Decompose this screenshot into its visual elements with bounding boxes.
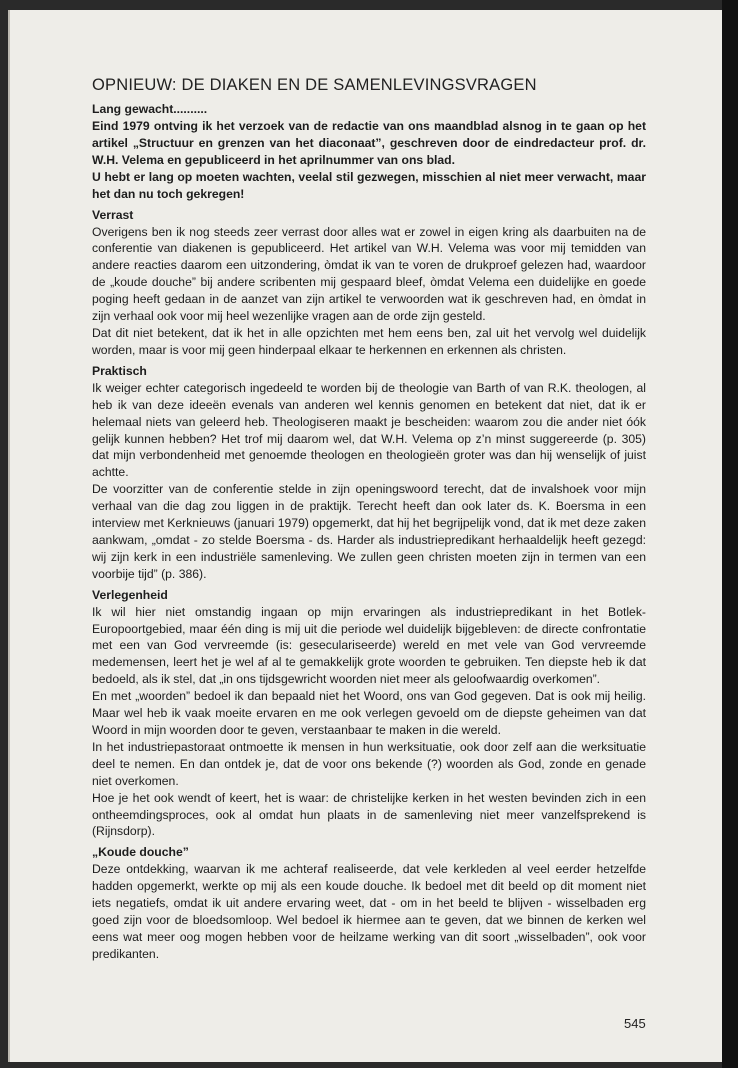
paragraph: Ik wil hier niet omstandig ingaan op mijn ervaringen als industriepredikant in het Botlek-Europoortgebied, maar één ding is mij uit die periode wel duidelijk bijgebleven: de directe confrontatie met een van God vervreemde (is: geseculariseerde) wereld en met vele van God vervreemde medemensen, leert het je wel af al te gemakkelijk grote woorden te gebruiken. Ten diepste heb ik dat bedoeld, als ik stel, dat „in ons tijdsgewricht woorden niet meer als geloofwaardig overkomen”.	[92, 604, 646, 687]
section-heading: Verlegenheid	[92, 587, 168, 602]
paragraph: Dat dit niet betekent, dat ik het in alle opzichten met hem eens ben, zal uit het vervolg wel duidelijk worden, maar is voor mij geen hinderpaal elkaar te herkennen en erkennen als christen.	[92, 325, 646, 357]
section-heading: Praktisch	[92, 363, 147, 378]
article-title: OPNIEUW: DE DIAKEN EN DE SAMENLEVINGSVRAGEN	[92, 76, 537, 94]
section-lang-gewacht	[92, 101, 646, 203]
paragraph: Hoe je het ook wendt of keert, het is waar: de christelijke kerken in het westen bevinden zich in een ontheemdingsproces, ook al omdat hun plaats in de samenleving niet meer vanzelfsprekend is (Rijnsdorp).	[92, 790, 646, 839]
paragraph: U hebt er lang op moeten wachten, veelal stil gezwegen, misschien al niet meer verwacht, maar het dan nu toch gekregen!	[92, 169, 646, 201]
paragraph: De voorzitter van de conferentie stelde in zijn openingswoord terecht, dat de invalshoek voor mijn verhaal van die dag zou liggen in de praktijk. Terecht heeft dan ook later ds. K. Boersma in een interview met Kerknieuws (januari 1979) opgemerkt, dat hij het begrijpelijk vond, dat ik met deze zaken aankwam, „omdat - zo stelde Boersma - ds. Harder als industriepredikant herhaaldelijk heeft gezegd: wij zijn kerk in een industriële samenleving. We zullen geen christen moeten zijn in termen van een voorbije tijd” (p. 386).	[92, 482, 646, 581]
section-verrast	[92, 207, 646, 359]
paragraph: Eind 1979 ontving ik het verzoek van de redactie van ons maandblad alsnog in te gaan op het artikel „Structuur en grenzen van het diaconaat”, geschreven door de eindredacteur prof. dr. W.H. Velema en gepubliceerd in het aprilnummer van ons blad.	[92, 119, 646, 167]
section-heading: „Koude douche”	[92, 845, 189, 860]
section-koude-douche	[92, 844, 646, 962]
section-heading: Lang gewacht..........	[92, 102, 208, 116]
section-praktisch	[92, 363, 646, 583]
paragraph: En met „woorden” bedoel ik dan bepaald niet het Woord, ons van God gegeven. Dat is ook mij heilig. Maar wel heb ik vaak moeite ervaren en me ook verlegen gevoeld om de diepste geheimen van dat Woord in mijn woorden door te geven, verstaanbaar te maken in die wereld.	[92, 689, 646, 737]
article	[92, 76, 646, 963]
paragraph: Ik weiger echter categorisch ingedeeld te worden bij de theologie van Barth of van R.K. theologen, al heb ik van deze ideeën evenals van anderen wel kennis genomen en betekent dat niet, dat ik er helemaal niets van geleerd heb. Theologiseren maakt je bescheiden: waarom zou die ander niet óók gelijk kunnen hebben? Het trof mij daarom wel, dat W.H. Velema op z’n minst suggereerde (p. 305) dat mijn verbondenheid met genoemde theologen en theologieën groter was dan hij wenselijk of juist achtte.	[92, 380, 646, 480]
page-spine	[8, 10, 10, 1062]
paragraph: Deze ontdekking, waarvan ik me achteraf realiseerde, dat vele kerkleden al veel eerder hetzelfde hadden opgemerkt, werkte op mij als een koude douche. Ik bedoel met dit beeld op dit moment niet iets negatiefs, omdat ik uit andere ervaring weet, dat - om in het beeld te blijven - wisselbaden erg goed zijn voor de bloedsomloop. Wel bedoel ik hiermee aan te geven, dat we binnen de kerken wel eens wat meer oog mogen hebben voor de heilzame werking van dit soort „wisselbaden”, ook voor predikanten.	[92, 862, 646, 961]
section-verlegenheid	[92, 587, 646, 841]
section-heading: Verrast	[92, 207, 134, 222]
page-number: 545	[624, 1016, 646, 1031]
paragraph: Overigens ben ik nog steeds zeer verrast door alles wat er zowel in eigen kring als daarbuiten na de conferentie van diakenen is gepubliceerd. Het artikel van W.H. Velema was voor mij temidden van andere reacties daarom een uitzondering, òmdat ik van te voren de drukproef gelezen had, waardoor de „koude douche” bij andere scribenten mij gespaard bleef, òmdat Velema een duidelijke en goede poging heeft gedaan in de aanzet van zijn artikel te verwoorden wat ik geschreven had, en òmdat in zijn verhaal ook voor mij heel wezenlijke vragen aan de orde zijn gesteld.	[92, 224, 646, 324]
page	[8, 10, 722, 1062]
paragraph: In het industriepastoraat ontmoette ik mensen in hun werksituatie, ook door zelf aan die werksituatie deel te nemen. En dan ontdek je, dat de voor ons bekende (?) woorden als God, zonde en genade niet overkomen.	[92, 739, 646, 788]
scan-edge	[722, 0, 738, 1068]
